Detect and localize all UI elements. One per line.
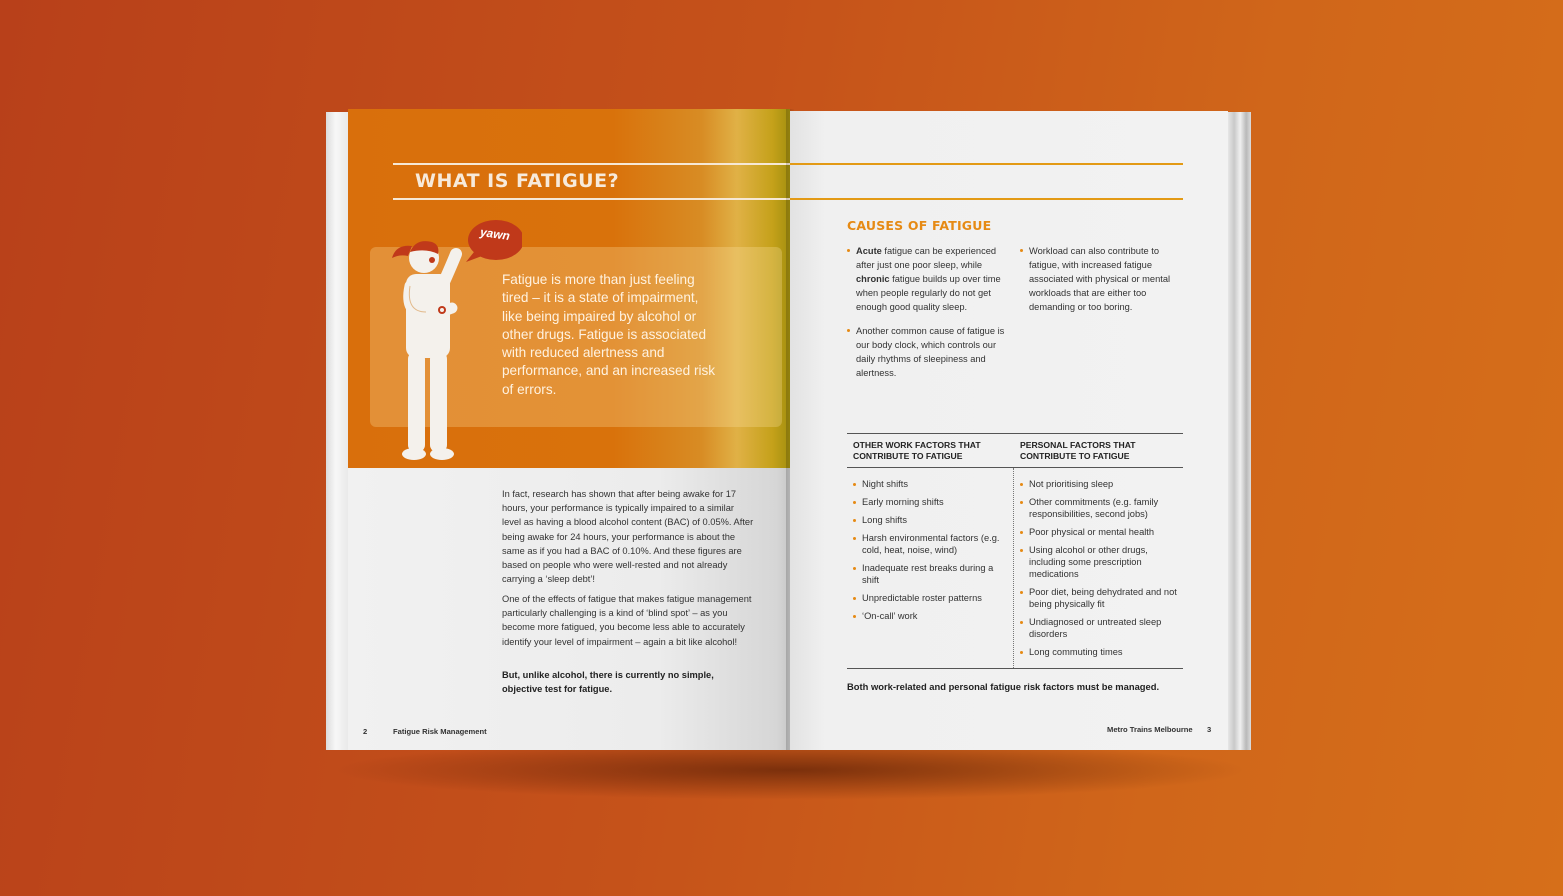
- factor-item: Other commitments (e.g. family responsibilities, second jobs): [1020, 496, 1180, 520]
- causes-list-right: [1020, 244, 1180, 324]
- intro-text: Fatigue is more than just feeling tired – it is a state of impairment, like being impaired by alcohol or other drugs. Fatigue is associated with reduced alertness and performance, and an increased risk of errors.: [502, 272, 716, 397]
- yawn-label: yawn: [479, 224, 511, 244]
- right-page-edge: [1227, 112, 1251, 750]
- left-page-edge: [326, 112, 350, 750]
- table-column-divider: [1013, 468, 1014, 668]
- left-footer: Fatigue Risk Management: [393, 727, 487, 736]
- right-page-number: 3: [1207, 725, 1212, 734]
- factor-item: Poor diet, being dehydrated and not being physically fit: [1020, 586, 1180, 610]
- body-paragraph-3: But, unlike alcohol, there is currently no simple, objective test for fatigue.: [502, 670, 714, 695]
- table-rule-bottom: [847, 668, 1183, 669]
- factor-item: ‘On-call’ work: [853, 610, 1003, 622]
- title-rule-top: [393, 163, 790, 165]
- right-footer: Metro Trains Melbourne: [1107, 725, 1193, 734]
- personal-factors-list: [1020, 478, 1180, 664]
- factor-item: Using alcohol or other drugs, including some prescription medications: [1020, 544, 1180, 580]
- cause-acute-chronic: Acute fatigue can be experienced after just one poor sleep, while chronic fatigue builds up over time when people regularly do not get enough good quality sleep.: [847, 244, 1005, 314]
- cause-workload: Workload can also contribute to fatigue, with increased fatigue associated with physical or mental workloads that are either too demanding or too boring.: [1020, 244, 1180, 314]
- open-booklet: [326, 109, 1251, 750]
- work-factors-header: OTHER WORK FACTORS THAT CONTRIBUTE TO FATIGUE: [853, 440, 981, 461]
- factor-item: Undiagnosed or untreated sleep disorders: [1020, 616, 1180, 640]
- factor-item: Night shifts: [853, 478, 1003, 490]
- factor-item: Poor physical or mental health: [1020, 526, 1180, 538]
- right-page: [790, 111, 1228, 750]
- title-rule-top-right: [790, 163, 1183, 165]
- factor-item: Inadequate rest breaks during a shift: [853, 562, 1003, 586]
- factor-item: Unpredictable roster patterns: [853, 592, 1003, 604]
- summary-text: Both work-related and personal fatigue risk factors must be managed.: [847, 681, 1160, 692]
- factor-item: Early morning shifts: [853, 496, 1003, 508]
- causes-heading: CAUSES OF FATIGUE: [847, 218, 992, 233]
- factor-item: Long commuting times: [1020, 646, 1180, 658]
- factor-item: Long shifts: [853, 514, 1003, 526]
- body-paragraph-1: In fact, research has shown that after being awake for 17 hours, your performance is typically impaired to a similar level as having a blood alcohol content (BAC) of 0.05%. After being awake for 24 hours, your performance is about the same as if you had a BAC of 0.10%. And these figures are based on people who were well-rested and not already carrying a ‘sleep debt’!: [502, 489, 754, 585]
- table-rule-top: [847, 433, 1183, 434]
- title-rule-bottom: [393, 198, 790, 200]
- causes-list-left: [847, 244, 1005, 390]
- factor-item: Not prioritising sleep: [1020, 478, 1180, 490]
- left-page: [348, 109, 790, 750]
- work-factors-list: [853, 478, 1003, 628]
- table-rule-header: [847, 467, 1183, 468]
- page-title: WHAT IS FATIGUE?: [415, 170, 620, 192]
- cause-body-clock: Another common cause of fatigue is our body clock, which controls our daily rhythms of sleepiness and alertness.: [847, 324, 1005, 380]
- title-rule-bottom-right: [790, 198, 1183, 200]
- body-paragraph-2: One of the effects of fatigue that makes fatigue management particularly challenging is a kind of ‘blind spot’ – as you become more fatigued, you become less able to accurately identify your level of impairment – again a bit like alcohol!: [502, 594, 752, 647]
- personal-factors-header: PERSONAL FACTORS THAT CONTRIBUTE TO FATIGUE: [1020, 440, 1136, 461]
- factor-item: Harsh environmental factors (e.g. cold, heat, noise, wind): [853, 532, 1003, 556]
- left-page-number: 2: [363, 727, 368, 736]
